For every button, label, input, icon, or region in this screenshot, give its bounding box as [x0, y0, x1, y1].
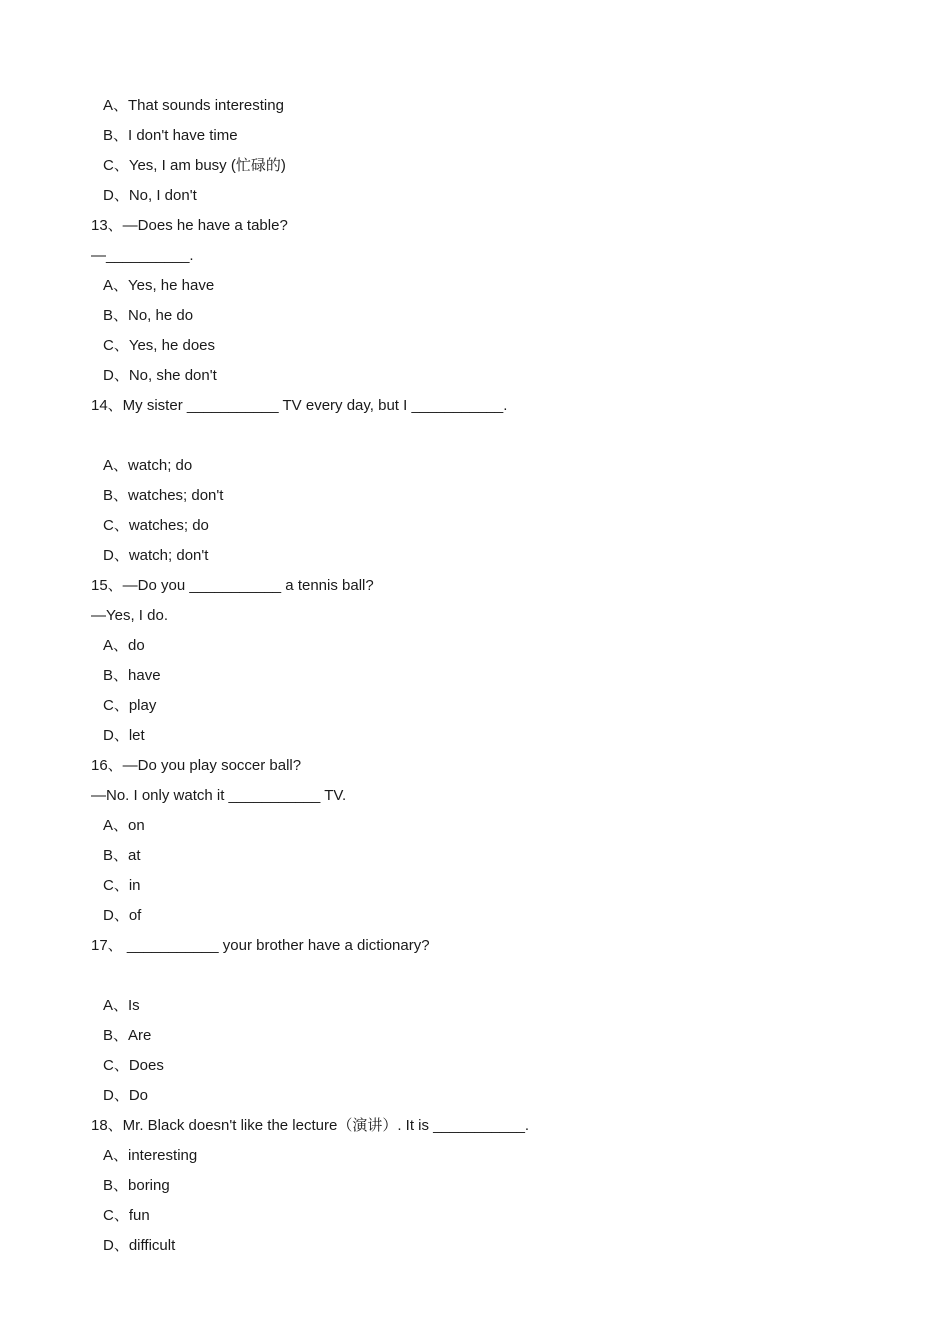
option-13-d: D、No, she don't	[103, 367, 217, 384]
option-18-c: C、fun	[103, 1207, 150, 1224]
question-12-options	[0, 91, 950, 211]
option-14-b: B、watches; don't	[103, 487, 224, 504]
option-18-a: A、interesting	[103, 1147, 198, 1164]
option-15-a: A、do	[103, 637, 145, 654]
worksheet-page	[0, 91, 950, 1261]
question-17-stem: 17、 ___________ your brother have a dictionary?	[91, 937, 430, 954]
option-16-a: A、on	[103, 817, 145, 834]
option-12-d: D、No, I don't	[103, 187, 197, 204]
option-12-a: A、That sounds interesting	[103, 97, 284, 114]
question-18-stem: 18、Mr. Black doesn't like the lecture（演讲）. It is ___________.	[91, 1117, 530, 1134]
question-18	[0, 1111, 950, 1261]
question-16-answer-line: —No. I only watch it ___________ TV.	[91, 787, 347, 804]
option-13-b: B、No, he do	[103, 307, 194, 324]
question-15	[0, 571, 950, 751]
option-18-b: B、boring	[103, 1177, 170, 1194]
question-14	[0, 391, 950, 571]
spacer	[0, 961, 950, 991]
option-17-b: B、Are	[103, 1027, 152, 1044]
option-15-c: C、play	[103, 697, 157, 714]
option-14-c: C、watches; do	[103, 517, 209, 534]
option-16-c: C、in	[103, 877, 141, 894]
option-18-d: D、difficult	[103, 1237, 176, 1254]
question-15-answer-line: —Yes, I do.	[91, 607, 168, 624]
question-15-stem: 15、—Do you ___________ a tennis ball?	[91, 577, 374, 594]
option-17-a: A、Is	[103, 997, 140, 1014]
option-16-d: D、of	[103, 907, 142, 924]
option-17-d: D、Do	[103, 1087, 149, 1104]
option-14-d: D、watch; don't	[103, 547, 209, 564]
question-14-stem: 14、My sister ___________ TV every day, but I ___________.	[91, 397, 508, 414]
question-16-stem: 16、—Do you play soccer ball?	[91, 757, 302, 774]
question-13-answer-line: —__________.	[91, 247, 194, 264]
question-13-stem: 13、—Does he have a table?	[91, 217, 288, 234]
spacer	[0, 421, 950, 451]
option-14-a: A、watch; do	[103, 457, 193, 474]
option-12-c: C、Yes, I am busy (忙碌的)	[103, 157, 286, 174]
option-15-b: B、have	[103, 667, 161, 684]
question-13	[0, 211, 950, 391]
question-16	[0, 751, 950, 931]
option-12-b: B、I don't have time	[103, 127, 238, 144]
option-16-b: B、at	[103, 847, 141, 864]
option-13-c: C、Yes, he does	[103, 337, 216, 354]
question-17	[0, 931, 950, 1111]
option-17-c: C、Does	[103, 1057, 164, 1074]
option-13-a: A、Yes, he have	[103, 277, 215, 294]
option-15-d: D、let	[103, 727, 145, 744]
